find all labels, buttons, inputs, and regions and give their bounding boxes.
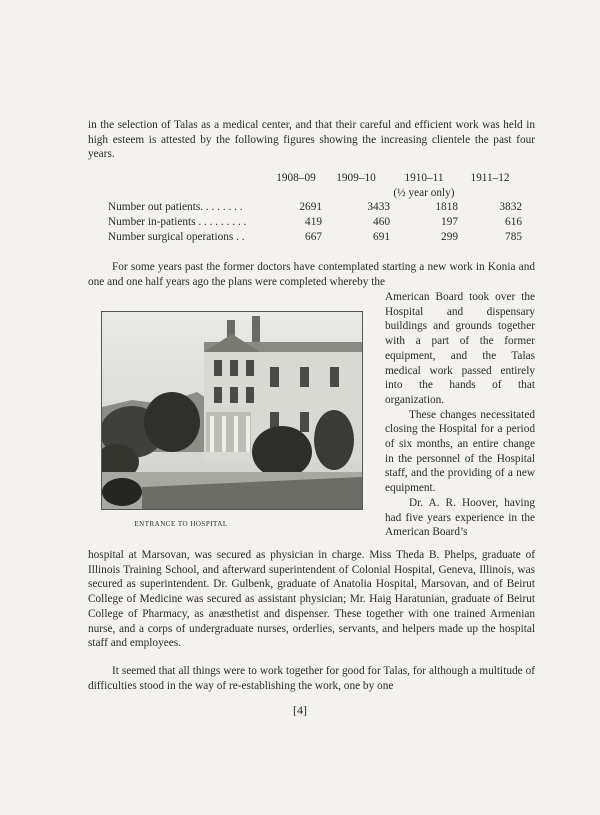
wrapped-text-column: [385, 290, 535, 540]
konia-paragraph: For some years past the former doctors have contemplated starting a new work in Konia and one and one half years ago the plans were completed whereby the: [88, 261, 535, 288]
hoover-paragraph-start: Dr. A. R. Hoover, having had five years experience in the American Board’s: [385, 496, 535, 539]
table-cell: 299: [441, 230, 458, 243]
table-row: [108, 230, 522, 245]
column-header: 1909–10: [336, 172, 376, 184]
table-row: [108, 200, 522, 215]
table-row: [108, 215, 522, 230]
half-year-note: (½ year only): [393, 186, 455, 199]
column-header: 1910–11: [404, 172, 444, 184]
staff-paragraph: hospital at Marsovan, was secured as physician in charge. Miss Theda B. Phelps, graduate of Illinois Training School, and afterward superintendent of Colonial Hospital, Geneva, Illinois, was secured as superintendent. Dr. Gulbenk, graduate of Anatolia Hospital, Marsovan, and of Beirut College of Medicine was secured as assistant physician; Mr. Haig Haratunian, graduate of Beirut College of Pharmacy, as anæsthetist and dispenser. These together with one trained Armenian nurse, and a corps of undergraduate nurses, orderlies, servants, and helpers made up the hospital staff and employees.: [88, 549, 535, 650]
table-cell: 667: [305, 230, 322, 243]
table-cell: 1818: [435, 201, 458, 214]
table-cell: 460: [373, 216, 390, 229]
patient-statistics-table: [108, 171, 522, 245]
table-subheader-row: [108, 186, 522, 201]
table-cell: 2691: [299, 201, 322, 214]
column-header: 1908–09: [276, 172, 316, 184]
american-board-paragraph: American Board took over the Hospital and dispensary buildings and grounds together with a part of the former equipment, and the Talas medical work passed entirely into the hands of that organization.: [385, 291, 535, 406]
intro-paragraph: in the selection of Talas as a medical center, and that their careful and efficient work was held in high esteem is attested by the following figures showing the increasing clientele the past four years.: [88, 119, 535, 161]
hospital-entrance-photo: [101, 311, 363, 510]
row-label: Number out patients. . . . . . . .: [108, 201, 243, 214]
table-cell: 785: [505, 230, 522, 243]
row-label: Number in-patients . . . . . . . . .: [108, 216, 247, 229]
row-label: Number surgical operations . .: [108, 230, 245, 243]
photo-caption: ENTRANCE TO HOSPITAL: [134, 520, 228, 528]
changes-paragraph: These changes necessitated closing the Hospital for a period of six months, an entire change in the personnel of the Hospital staff, and the providing of a new equipment.: [385, 408, 535, 495]
table-cell: 197: [441, 216, 458, 229]
table-cell: 419: [305, 216, 322, 229]
table-cell: 691: [373, 230, 390, 243]
hospital-building-image: [102, 312, 362, 509]
column-header: 1911–12: [470, 172, 510, 184]
closing-paragraph: It seemed that all things were to work together for good for Talas, for although a multitude of difficulties stood in the way of re-establishing the work, one by one: [88, 665, 535, 692]
table-header-row: [108, 171, 522, 186]
table-cell: 616: [505, 216, 522, 229]
page-number: [4]: [293, 703, 307, 717]
table-cell: 3433: [367, 201, 390, 214]
table-cell: 3832: [499, 201, 522, 214]
